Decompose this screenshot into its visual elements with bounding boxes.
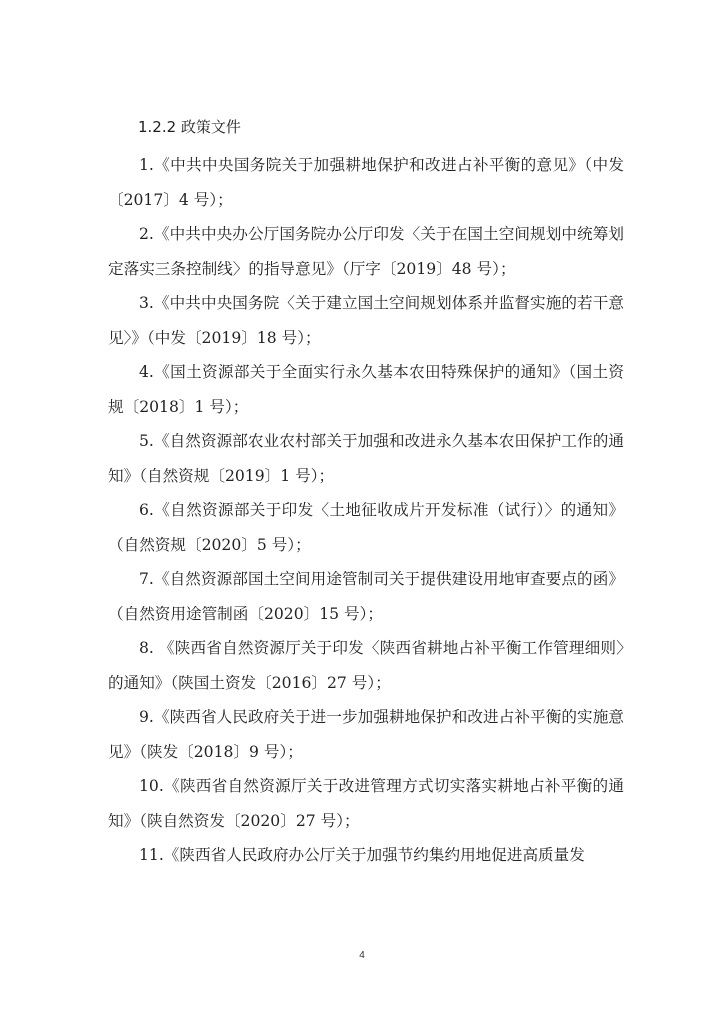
list-item: 4.《国土资源部关于全面实行永久基本农田特殊保护的通知》（国土资规〔2018〕1 号）；	[108, 363, 624, 416]
list-item: 8. 《陕西省自然资源厅关于印发〈陕西省耕地占补平衡工作管理细则〉的通知》（陕国土资发〔2016〕27 号）；	[108, 639, 624, 692]
list-item: 6.《自然资源部关于印发〈土地征收成片开发标准（试行）〉的通知》（自然资规〔2020〕5 号）；	[108, 501, 624, 554]
list-item: 5.《自然资源部农业农村部关于加强和改进永久基本农田保护工作的通知》（自然资规〔2019〕1 号）；	[108, 432, 624, 485]
list-item: 2.《中共中央办公厅国务院办公厅印发〈关于在国土空间规划中统筹划定落实三条控制线〉的指导意见》（厅字〔2019〕48 号）；	[108, 225, 624, 278]
list-item: 10.《陕西省自然资源厅关于改进管理方式切实落实耕地占补平衡的通知》（陕自然资发〔2020〕27 号）；	[108, 777, 624, 830]
list-item: 1.《中共中央国务院关于加强耕地保护和改进占补平衡的意见》（中发〔2017〕4 号）；	[108, 156, 624, 209]
list-item: 9.《陕西省人民政府关于进一步加强耕地保护和改进占补平衡的实施意见》（陕发〔2018〕9 号）；	[108, 708, 624, 761]
list-item: 7.《自然资源部国土空间用途管制司关于提供建设用地审查要点的函》（自然资用途管制函〔2020〕15 号）；	[108, 570, 624, 623]
page-number: 4	[359, 950, 365, 961]
list-item: 3.《中共中央国务院〈关于建立国土空间规划体系并监督实施的若干意见〉》（中发〔2019〕18 号）；	[108, 294, 624, 347]
policy-document-list	[108, 148, 624, 873]
list-item: 11.《陕西省人民政府办公厅关于加强节约集约用地促进高质量发	[139, 846, 585, 864]
section-heading: 1.2.2 政策文件	[138, 118, 241, 136]
